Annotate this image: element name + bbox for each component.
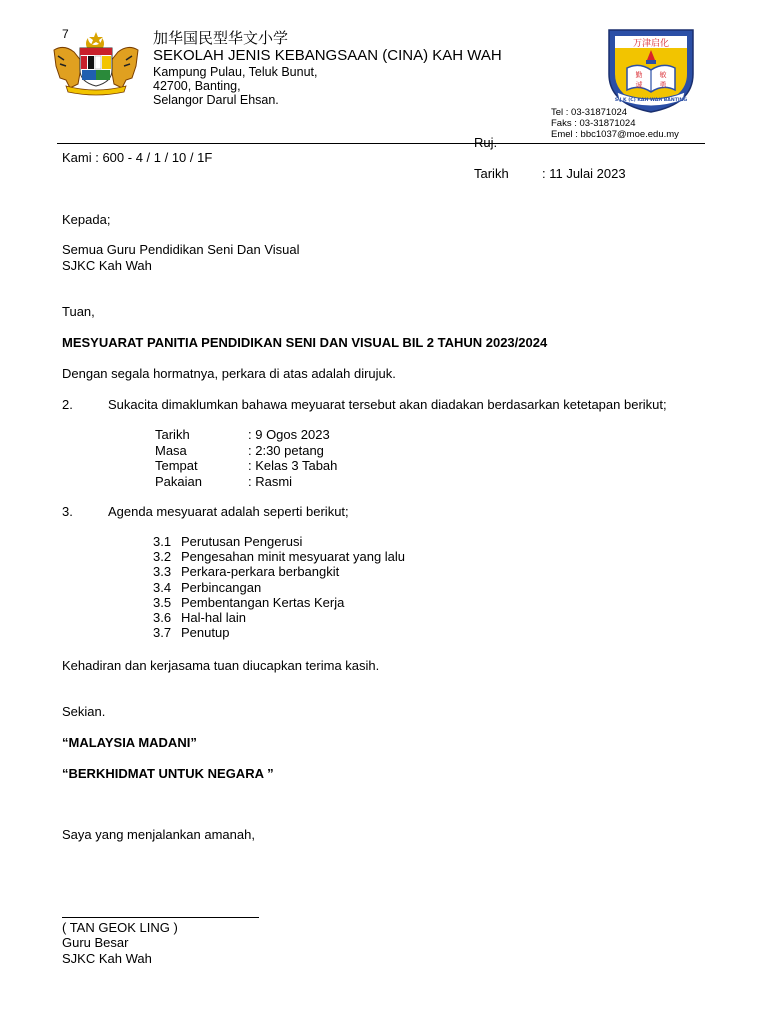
- reference-number: Kami : 600 - 4 / 1 / 10 / 1F: [62, 150, 213, 165]
- crest-top-text: 万津启化: [632, 39, 670, 49]
- signature-line: [62, 917, 259, 918]
- school-chinese-name: 加华国民型华文小学: [153, 30, 289, 47]
- crest-banner-text: S J K (C) KAH WAH BANTING: [614, 98, 688, 103]
- paragraph-3-text: Agenda mesyuarat adalah seperti berikut;: [108, 504, 349, 519]
- agenda-text: Hal-hal lain: [181, 609, 247, 625]
- detail-row: [155, 458, 337, 474]
- paragraph-3-number: 3.: [62, 504, 73, 519]
- crest-char-4: 勇: [659, 81, 667, 89]
- agenda-text: Perkara-perkara berbangkit: [181, 564, 340, 580]
- list-item: [153, 580, 405, 595]
- signatory-title: Guru Besar: [62, 935, 129, 950]
- agenda-number: 3.5: [153, 594, 172, 610]
- contact-email: Emel : bbc1037@moe.edu.my: [551, 129, 679, 140]
- agenda-number: 3.4: [153, 579, 172, 595]
- agenda-text: Perbincangan: [181, 579, 262, 595]
- agenda-number: 3.1: [153, 534, 172, 549]
- intro-paragraph: Dengan segala hormatnya, perkara di atas adalah dirujuk.: [62, 366, 396, 381]
- list-item: [153, 625, 405, 640]
- detail-value: : Rasmi: [248, 473, 293, 489]
- meeting-details: [155, 427, 337, 489]
- contact-fax: Faks : 03-31871024: [551, 118, 636, 129]
- recipient-heading: Kepada;: [62, 212, 111, 227]
- crest-char-2: 敏: [659, 71, 667, 79]
- list-item: [153, 564, 405, 579]
- paragraph-2-text: Sukacita dimaklumkan bahawa meyuarat tersebut akan diadakan berdasarkan ketetapan berikut;: [108, 397, 667, 412]
- sekian-text: Sekian.: [62, 704, 106, 719]
- agenda-number: 3.6: [153, 609, 172, 625]
- ruj-label: Ruj.: [474, 135, 498, 150]
- signatory-school: SJKC Kah Wah: [62, 951, 152, 966]
- detail-key: Masa: [155, 442, 187, 458]
- recipient-line-2: SJKC Kah Wah: [62, 258, 152, 273]
- address-line-1: Kampung Pulau, Teluk Bunut,: [153, 65, 318, 79]
- crest-char-1: 勤: [635, 71, 643, 79]
- agenda-number: 3.7: [153, 625, 172, 641]
- salutation: Tuan,: [62, 304, 95, 319]
- detail-row: [155, 474, 337, 490]
- address-line-3: Selangor Darul Ehsan.: [153, 93, 279, 107]
- detail-value: : Kelas 3 Tabah: [248, 458, 338, 473]
- closing-paragraph: Kehadiran dan kerjasama tuan diucapkan terima kasih.: [62, 658, 380, 673]
- detail-value: : 9 Ogos 2023: [248, 427, 330, 442]
- detail-row: [155, 443, 337, 459]
- school-crest-logo: [605, 24, 697, 116]
- list-item: [153, 595, 405, 610]
- recipient-line-1: Semua Guru Pendidikan Seni Dan Visual: [62, 242, 300, 257]
- agenda-text: Pembentangan Kertas Kerja: [181, 594, 345, 610]
- agenda-number: 3.3: [153, 564, 172, 580]
- motto-2: “BERKHIDMAT UNTUK NEGARA ”: [62, 766, 274, 781]
- date-label: Tarikh: [474, 166, 509, 181]
- agenda-list: [153, 534, 405, 640]
- subject-title: MESYUARAT PANITIA PENDIDIKAN SENI DAN VISUAL BIL 2 TAHUN 2023/2024: [62, 335, 548, 350]
- detail-key: Tempat: [155, 458, 198, 473]
- page-mark: 7: [62, 27, 69, 41]
- detail-key: Pakaian: [155, 473, 202, 489]
- contact-tel: Tel : 03-31871024: [551, 107, 628, 118]
- crest-char-3: 诚: [635, 81, 643, 89]
- paragraph-2-number: 2.: [62, 397, 73, 412]
- detail-key: Tarikh: [155, 427, 190, 442]
- list-item: [153, 549, 405, 564]
- motto-1: “MALAYSIA MADANI”: [62, 735, 197, 750]
- address-line-2: 42700, Banting,: [153, 79, 241, 93]
- detail-value: : 2:30 petang: [248, 442, 324, 458]
- agenda-text: Penutup: [181, 625, 230, 641]
- amanah-text: Saya yang menjalankan amanah,: [62, 827, 255, 842]
- header-divider: [57, 143, 705, 144]
- school-name: SEKOLAH JENIS KEBANGSAAN (CINA) KAH WAH: [153, 47, 502, 64]
- date-value: : 11 Julai 2023: [542, 166, 626, 181]
- agenda-text: Pengesahan minit mesyuarat yang lalu: [181, 549, 406, 565]
- coat-of-arms-logo: [48, 30, 144, 96]
- signatory-name: ( TAN GEOK LING ): [62, 920, 178, 935]
- agenda-number: 3.2: [153, 549, 172, 565]
- list-item: [153, 610, 405, 625]
- list-item: [153, 534, 405, 549]
- agenda-text: Perutusan Pengerusi: [181, 534, 303, 549]
- detail-row: [155, 427, 337, 443]
